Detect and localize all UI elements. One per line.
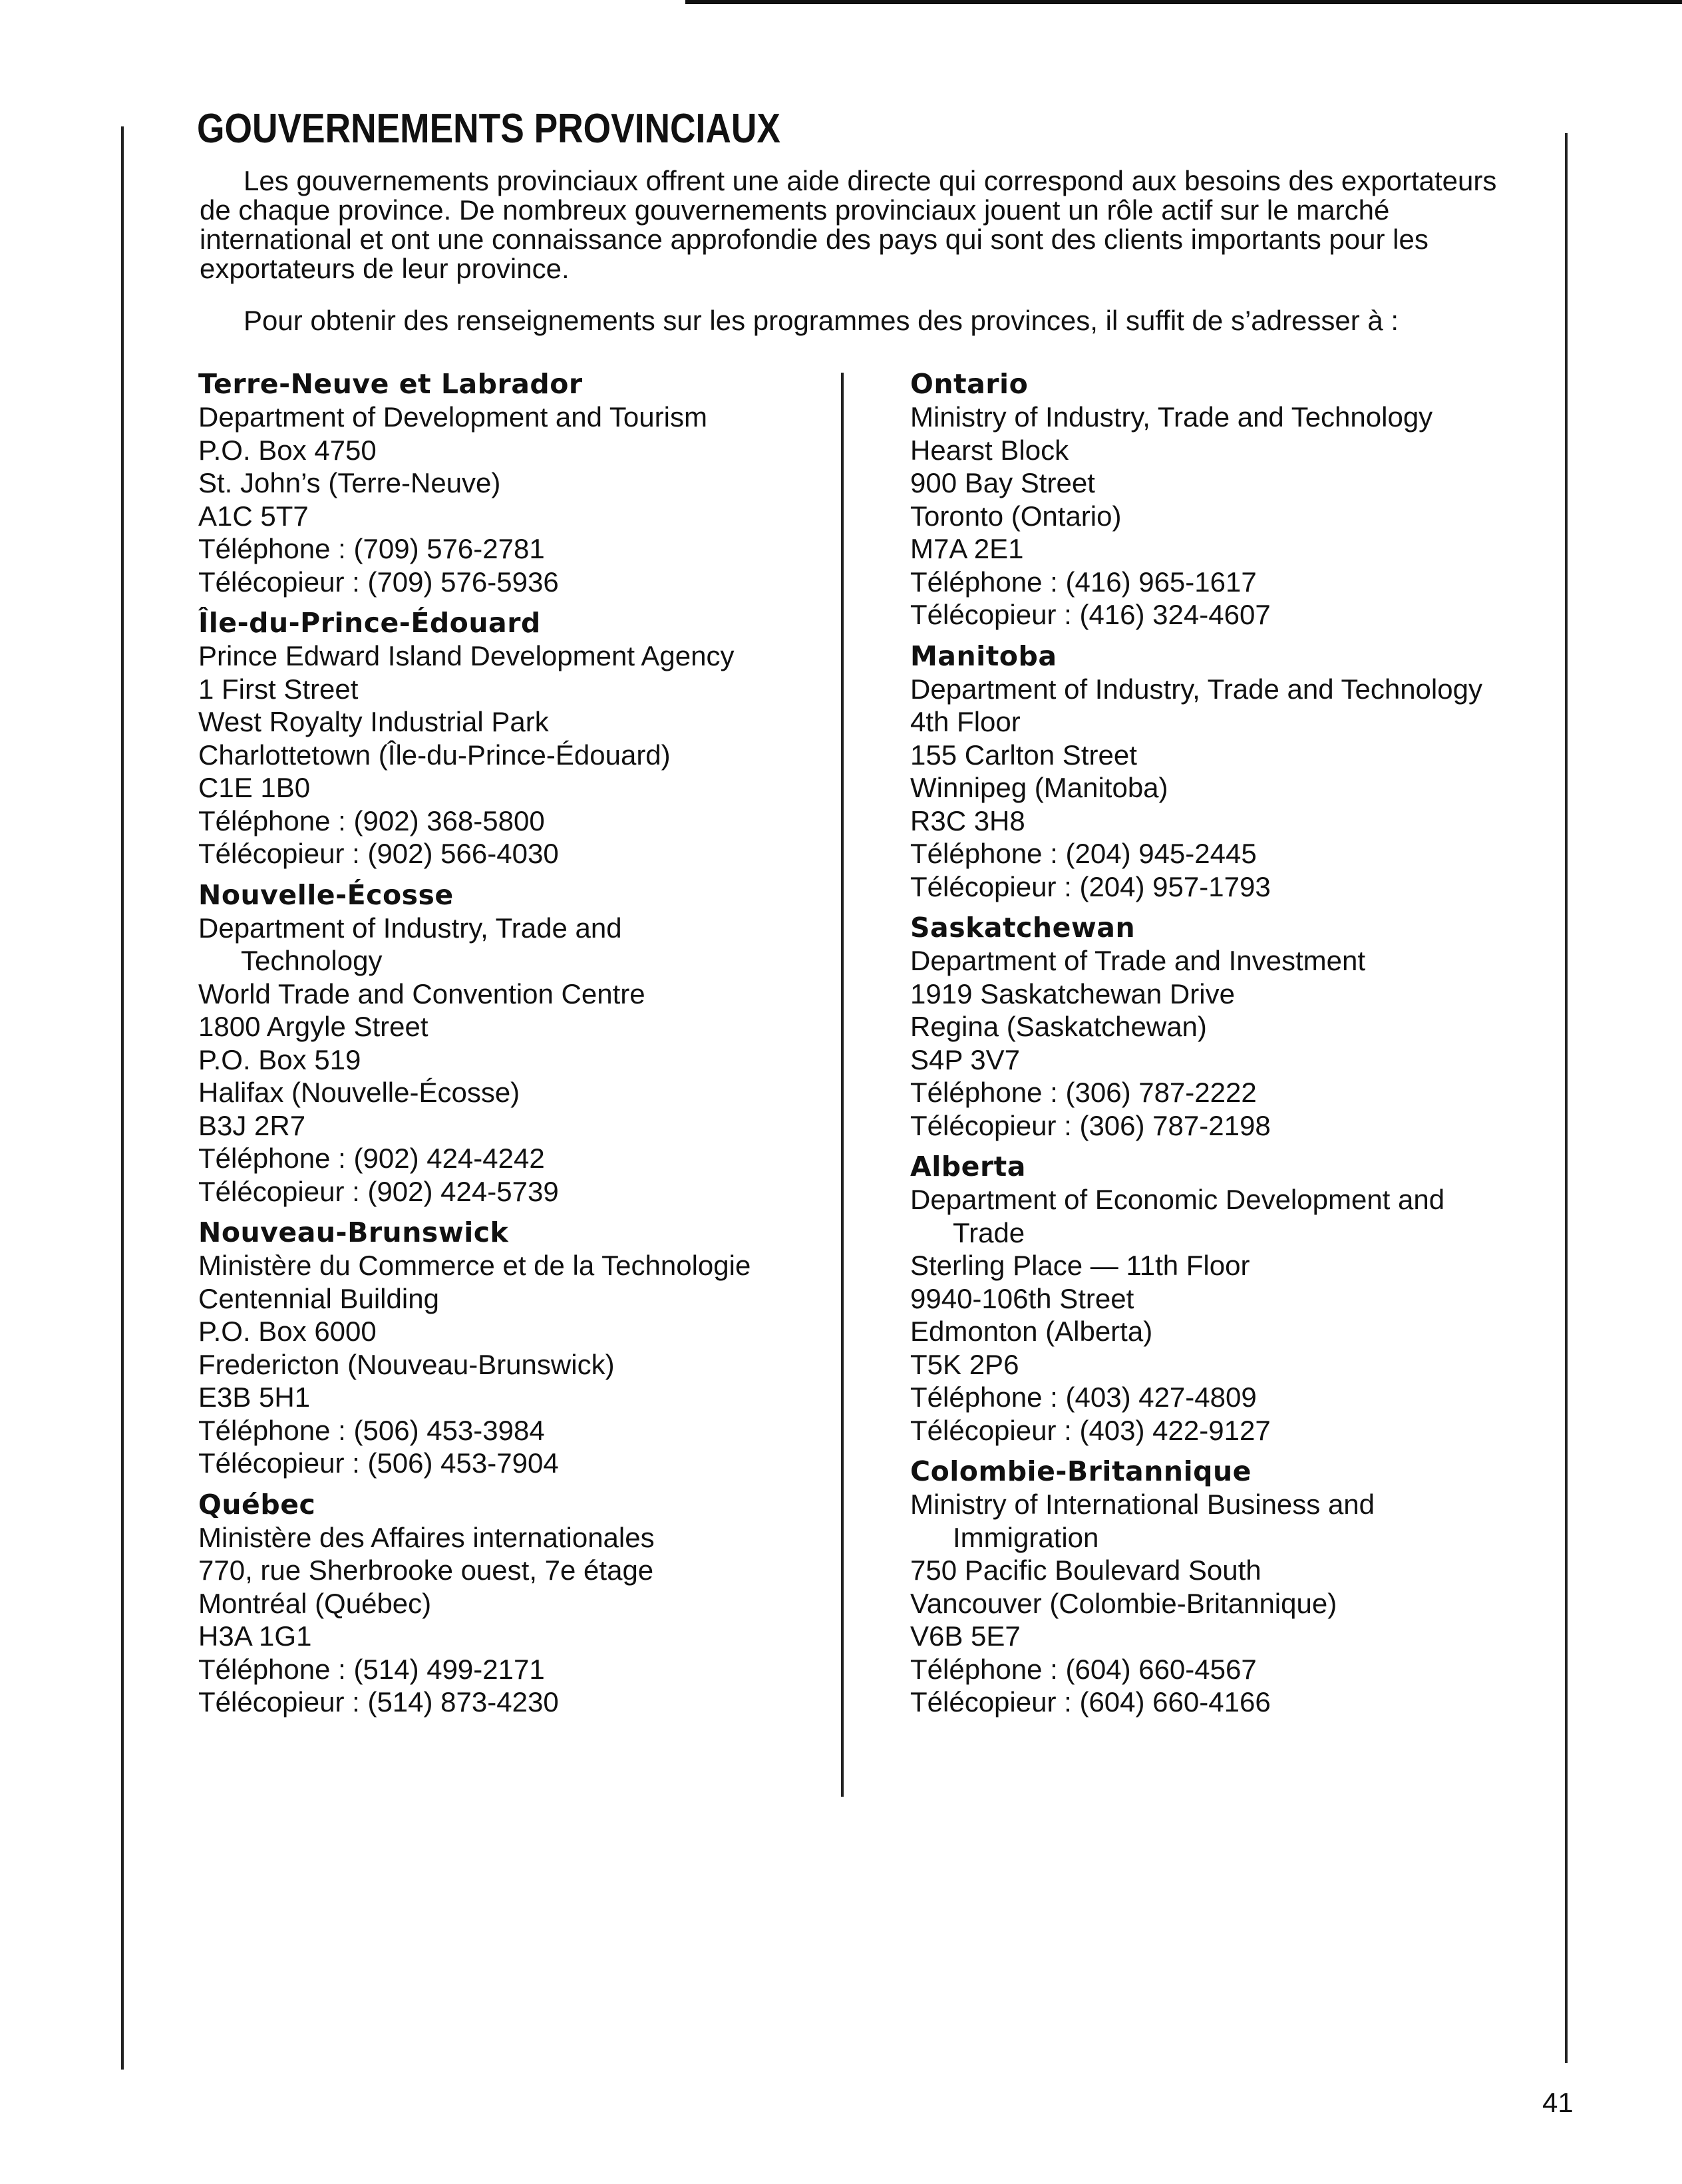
column-divider: [841, 373, 844, 1797]
province-entry: [910, 1455, 1562, 1719]
address-line: Department of Economic Development and: [910, 1184, 1445, 1215]
province-entry: [910, 367, 1562, 632]
address-line: 4th Floor: [910, 706, 1021, 737]
province-name: Colombie-Britannique: [910, 1455, 1252, 1487]
telephone: Téléphone : (506) 453-3984: [198, 1414, 545, 1446]
address-line: 1 First Street: [198, 673, 359, 705]
postal-code: A1C 5T7: [198, 500, 309, 532]
province-entry: [910, 911, 1562, 1142]
address-line: Halifax (Nouvelle-Écosse): [198, 1077, 520, 1108]
telephone: Téléphone : (403) 427-4809: [910, 1381, 1257, 1413]
intro-text: [200, 166, 1530, 335]
fax: Télécopieur : (416) 324-4607: [910, 599, 1271, 630]
telephone: Téléphone : (902) 368-5800: [198, 805, 545, 836]
page-number: 41: [1542, 2087, 1574, 2118]
fax: Télécopieur : (902) 424-5739: [198, 1175, 559, 1207]
telephone: Téléphone : (416) 965-1617: [910, 566, 1257, 598]
address-line: Immigration: [953, 1521, 1099, 1553]
address-line: 155 Carlton Street: [910, 739, 1137, 771]
top-rule: [685, 0, 1682, 4]
address-line: 900 Bay Street: [910, 467, 1095, 498]
province-entry: [910, 1150, 1562, 1447]
address-line: Ministry of Industry, Trade and Technology: [910, 401, 1433, 433]
address-line: Vancouver (Colombie-Britannique): [910, 1587, 1337, 1619]
fax: Télécopieur : (604) 660-4166: [910, 1686, 1271, 1718]
province-entry: [198, 878, 837, 1208]
postal-code: R3C 3H8: [910, 805, 1025, 836]
province-name: Terre-Neuve et Labrador: [198, 368, 583, 400]
intro-paragraph-2: Pour obtenir des renseignements sur les programmes des provinces, il suffit de s’adresser à :: [244, 305, 1399, 336]
fax: Télécopieur : (204) 957-1793: [910, 870, 1271, 902]
postal-code: B3J 2R7: [198, 1109, 306, 1141]
right-column: [910, 367, 1562, 1727]
province-entry: [198, 367, 837, 598]
address-line: Fredericton (Nouveau-Brunswick): [198, 1348, 615, 1380]
province-name: Québec: [198, 1488, 316, 1521]
address-line: Ministry of International Business and: [910, 1489, 1375, 1520]
address-line: World Trade and Convention Centre: [198, 978, 645, 1009]
address-line: Department of Industry, Trade and: [198, 912, 622, 944]
province-entry: [198, 1488, 837, 1719]
postal-code: S4P 3V7: [910, 1043, 1021, 1075]
address-line: Trade: [953, 1216, 1025, 1248]
address-line: 1800 Argyle Street: [198, 1011, 428, 1042]
postal-code: E3B 5H1: [198, 1381, 311, 1413]
telephone: Téléphone : (514) 499-2171: [198, 1653, 545, 1685]
telephone: Téléphone : (604) 660-4567: [910, 1653, 1257, 1685]
address-line: Centennial Building: [198, 1282, 439, 1314]
left-column: [198, 367, 837, 1727]
address-line: Hearst Block: [910, 434, 1069, 466]
telephone: Téléphone : (902) 424-4242: [198, 1143, 545, 1174]
province-name: Nouvelle-Écosse: [198, 878, 454, 911]
address-line: Technology: [241, 945, 383, 976]
telephone: Téléphone : (306) 787-2222: [910, 1077, 1257, 1108]
telephone: Téléphone : (709) 576-2781: [198, 533, 545, 564]
province-entry: [198, 606, 837, 870]
fax: Télécopieur : (709) 576-5936: [198, 566, 559, 598]
address-line: Department of Development and Tourism: [198, 401, 707, 433]
right-margin-rule: [1565, 133, 1568, 2063]
address-line: Regina (Saskatchewan): [910, 1011, 1207, 1042]
fax: Télécopieur : (403) 422-9127: [910, 1414, 1271, 1446]
page-title: GOUVERNEMENTS PROVINCIAUX: [197, 106, 780, 152]
province-name: Île-du-Prince-Édouard: [198, 607, 541, 639]
address-line: Prince Edward Island Development Agency: [198, 640, 735, 671]
province-name: Ontario: [910, 368, 1029, 400]
province-name: Alberta: [910, 1151, 1026, 1183]
address-line: West Royalty Industrial Park: [198, 706, 549, 737]
postal-code: V6B 5E7: [910, 1620, 1021, 1652]
left-margin-rule: [121, 126, 124, 2070]
postal-code: C1E 1B0: [198, 772, 311, 803]
address-line: P.O. Box 6000: [198, 1316, 377, 1347]
address-line: Charlottetown (Île-du-Prince-Édouard): [198, 739, 671, 771]
fax: Télécopieur : (306) 787-2198: [910, 1109, 1271, 1141]
address-line: 770, rue Sherbrooke ouest, 7e étage: [198, 1554, 654, 1586]
address-line: Edmonton (Alberta): [910, 1316, 1153, 1347]
postal-code: T5K 2P6: [910, 1348, 1019, 1380]
address-line: Department of Trade and Investment: [910, 945, 1366, 976]
address-line: Ministère des Affaires internationales: [198, 1521, 655, 1553]
address-line: 1919 Saskatchewan Drive: [910, 978, 1235, 1009]
province-entry: [198, 1216, 837, 1480]
address-line: Sterling Place — 11th Floor: [910, 1250, 1250, 1281]
province-name: Saskatchewan: [910, 912, 1136, 944]
address-line: P.O. Box 4750: [198, 434, 377, 466]
postal-code: H3A 1G1: [198, 1620, 312, 1652]
address-line: Montréal (Québec): [198, 1587, 432, 1619]
address-line: P.O. Box 519: [198, 1043, 361, 1075]
address-line: Ministère du Commerce et de la Technologie: [198, 1250, 751, 1281]
province-entry: [910, 639, 1562, 904]
telephone: Téléphone : (204) 945-2445: [910, 838, 1257, 869]
fax: Télécopieur : (902) 566-4030: [198, 838, 559, 869]
province-name: Nouveau-Brunswick: [198, 1216, 509, 1248]
fax: Télécopieur : (506) 453-7904: [198, 1447, 559, 1479]
address-line: Department of Industry, Trade and Technology: [910, 673, 1482, 705]
address-line: St. John’s (Terre-Neuve): [198, 467, 501, 498]
province-name: Manitoba: [910, 639, 1057, 672]
address-line: 9940-106th Street: [910, 1282, 1134, 1314]
fax: Télécopieur : (514) 873-4230: [198, 1686, 559, 1718]
address-line: Toronto (Ontario): [910, 500, 1122, 532]
address-line: Winnipeg (Manitoba): [910, 772, 1168, 803]
address-line: 750 Pacific Boulevard South: [910, 1554, 1262, 1586]
postal-code: M7A 2E1: [910, 533, 1024, 564]
intro-paragraph-1: Les gouvernements provinciaux offrent une aide directe qui correspond aux besoins des exportateurs de chaque province. De nombreux gouvernements provinciaux jouent un rôle actif sur le marché international et ont une connaissance approfondie des pays qui sont des clients importants pour les exportateurs de leur province.: [200, 165, 1497, 284]
